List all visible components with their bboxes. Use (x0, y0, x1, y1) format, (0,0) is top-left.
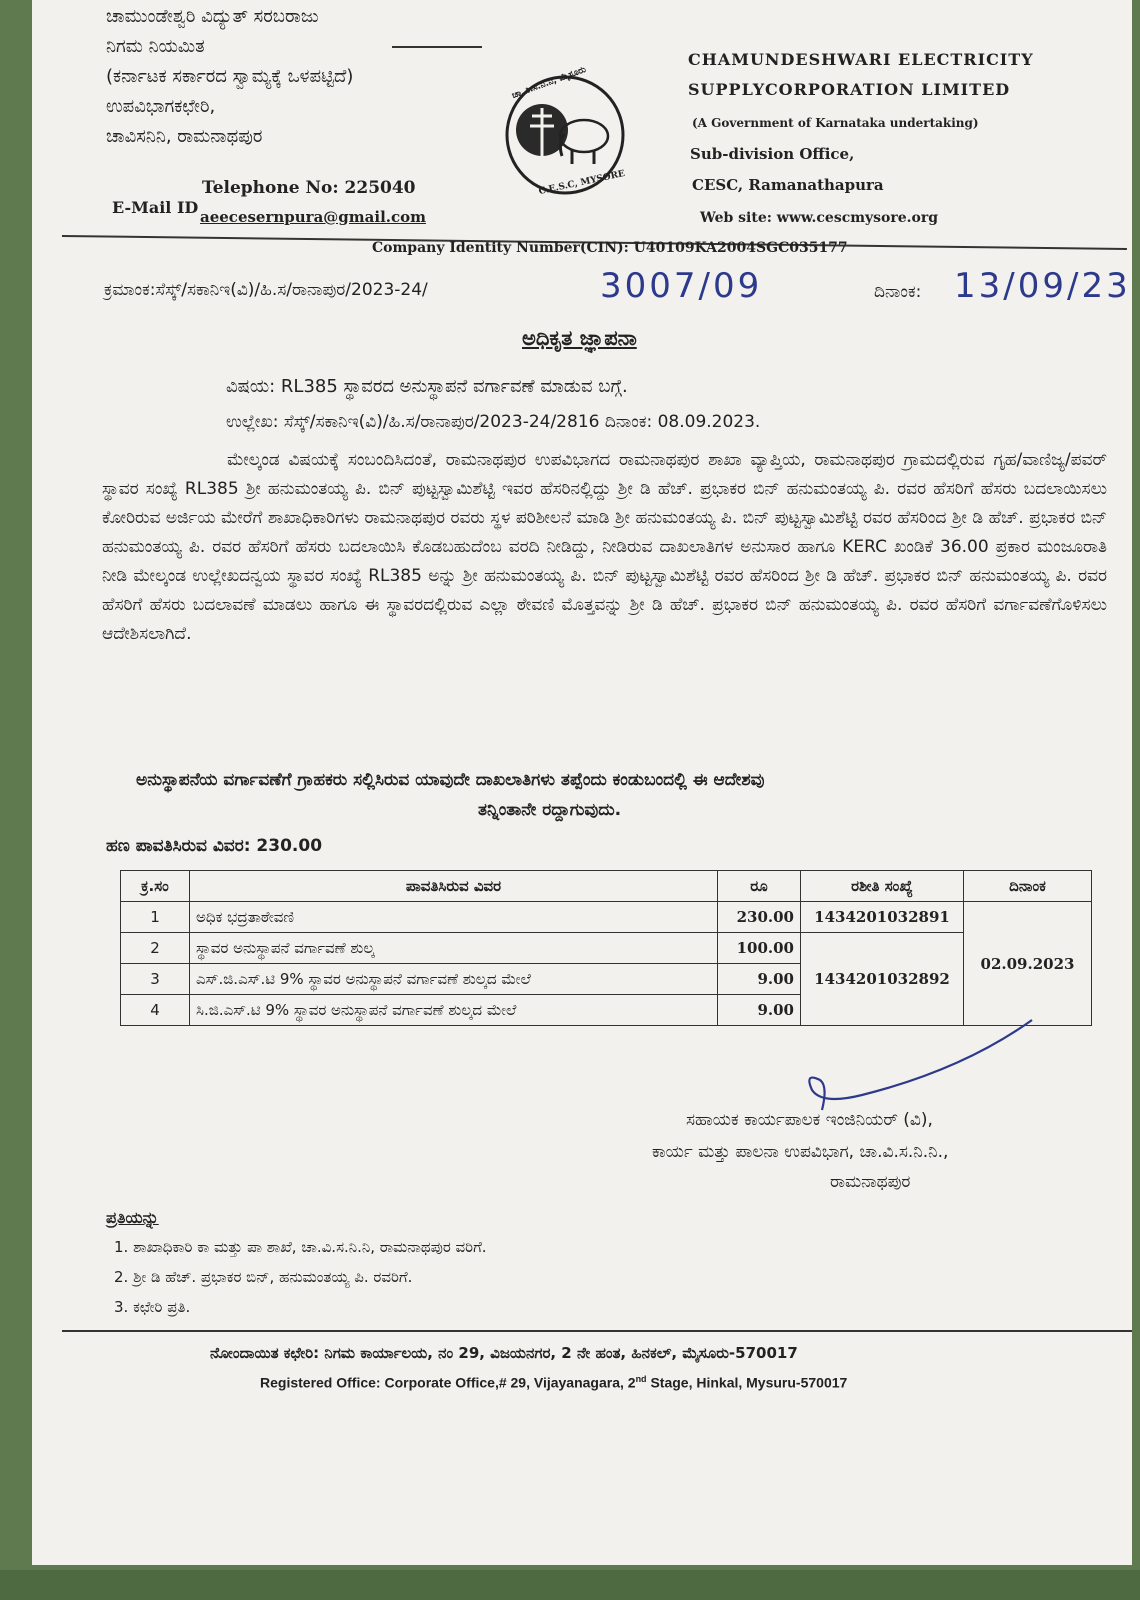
background-strip (0, 1570, 1140, 1600)
receipt-number: 1434201032891 (801, 902, 964, 933)
row-sl: 3 (121, 964, 190, 995)
header-kannada-line-1: ಚಾಮುಂಡೇಶ್ವರಿ ವಿದ್ಯುತ್ ಸರಬರಾಜು (106, 6, 319, 27)
header-kannada-line-2: ನಿಗಮ ನಿಯಮಿತ (106, 36, 205, 57)
cin-number: Company Identity Number(CIN): U40109KA2004SGC035177 (372, 240, 848, 256)
copies-heading: ಪ್ರತಿಯನ್ನು (106, 1208, 159, 1227)
subject-line: ವಿಷಯ: RL385 ಸ್ಥಾವರದ ಅನುಸ್ಥಾಪನೆ ವರ್ಗಾವಣೆ ಮಾಡುವ ಬಗ್ಗೆ. (226, 376, 628, 397)
reference-number: ಕ್ರಮಾಂಕ:ಸೆಸ್ಕ್/ಸಕಾನಿಇ(ವಿ)/ಹಿ.ಸ/ರಾನಾಪುರ/2023-24/ (104, 280, 428, 300)
footer-english-suffix: Stage, Hinkal, Mysuru-570017 (646, 1374, 848, 1391)
email-link[interactable]: aeecesernpura@gmail.com (200, 208, 427, 226)
signatory-place: ರಾಮನಾಥಪುರ (830, 1172, 911, 1192)
copy-item: 1. ಶಾಖಾಧಿಕಾರಿ ಕಾ ಮತ್ತು ಪಾ ಶಾಖೆ, ಚಾ.ವಿ.ಸ.ನಿ.ನಿ, ರಾಮನಾಥಪುರ ವರಿಗೆ. (114, 1238, 487, 1256)
footer-divider (62, 1330, 1132, 1332)
office-location: CESC, Ramanathapura (692, 176, 884, 194)
table-row (121, 902, 1092, 933)
row-sl: 4 (121, 995, 190, 1026)
row-amount: 230.00 (718, 902, 801, 933)
header-kannada-line-5: ಚಾವಿಸನಿನಿ, ರಾಮನಾಥಪುರ (106, 126, 263, 147)
footer-english-prefix: Registered Office: Corporate Office,# 29, Vijayanagara, 2 (260, 1374, 636, 1391)
date-handwritten: 13/09/23 (954, 266, 1131, 306)
row-amount: 9.00 (718, 964, 801, 995)
col-header-sl: ಕ್ರ.ಸಂ (121, 871, 190, 902)
row-description: ಸ್ಥಾವರ ಅನುಸ್ಥಾಪನೆ ವರ್ಗಾವಣೆ ಶುಲ್ಕ (190, 933, 718, 964)
company-name-line-1: CHAMUNDESHWARI ELECTRICITY (688, 50, 1034, 69)
sub-division: Sub-division Office, (690, 145, 855, 163)
payment-summary: ಹಣ ಪಾವತಿಸಿರುವ ವಿವರ: 230.00 (106, 836, 323, 856)
footer-english-sup: nd (635, 1374, 647, 1384)
payment-date: 02.09.2023 (964, 902, 1092, 1026)
company-undertaking: (A Government of Karnataka undertaking) (692, 116, 979, 130)
signatory-office: ಕಾರ್ಯ ಮತ್ತು ಪಾಲನಾ ಉಪವಿಭಾಗ, ಚಾ.ವಿ.ಸ.ನಿ.ನಿ., (652, 1142, 949, 1162)
warning-line-2: ತನ್ನಿಂತಾನೇ ರದ್ದಾಗುವುದು. (478, 800, 622, 820)
payment-table (120, 870, 1092, 1026)
receipt-number: 1434201032892 (801, 933, 964, 1026)
signature-scribble (782, 1010, 1042, 1120)
reference-line: ಉಲ್ಲೇಖ: ಸೆಸ್ಕ್/ಸಕಾನಿಇ(ವಿ)/ಹಿ.ಸ/ರಾನಾಪುರ/2023-24/2816 ದಿನಾಂಕ: 08.09.2023. (226, 412, 761, 432)
row-amount: 9.00 (718, 995, 801, 1026)
row-description: ಎಸ್.ಜಿ.ಎಸ್.ಟಿ 9% ಸ್ಥಾವರ ಅನುಸ್ಥಾಪನೆ ವರ್ಗಾವಣೆ ಶುಲ್ಕದ ಮೇಲೆ (190, 964, 718, 995)
footer-kannada-address: ನೋಂದಾಯಿತ ಕಛೇರಿ: ನಿಗಮ ಕಾರ್ಯಾಲಯ, ನಂ 29, ವಿಜಯನಗರ, 2 ನೇ ಹಂತ, ಹಿನಕಲ್, ಮೈಸೂರು-570017 (210, 1344, 798, 1362)
letter-page (32, 0, 1132, 1565)
row-sl: 1 (121, 902, 190, 933)
reference-number-handwritten: 3007/09 (600, 266, 763, 306)
memo-title: ಅಧಿಕೃತ ಜ್ಞಾಪನಾ (522, 326, 637, 350)
copy-item: 3. ಕಛೇರಿ ಪ್ರತಿ. (114, 1298, 191, 1316)
col-header-description: ಪಾವತಿಸಿರುವ ವಿವರ (190, 871, 718, 902)
table-header-row (121, 871, 1092, 902)
copy-item: 2. ಶ್ರೀ ಡಿ ಹೆಚ್. ಪ್ರಭಾಕರ ಬಿನ್, ಹನುಮಂತಯ್ಯ ಪಿ. ರವರಿಗೆ. (114, 1268, 413, 1286)
header-kannada-line-4: ಉಪವಿಭಾಗಕಛೇರಿ, (106, 96, 216, 117)
warning-line-1: ಅನುಸ್ಥಾಪನೆಯ ವರ್ಗಾವಣೆಗೆ ಗ್ರಾಹಕರು ಸಲ್ಲಿಸಿರುವ ಯಾವುದೇ ದಾಖಲಾತಿಗಳು ತಪ್ಪೆಂದು ಕಂಡುಬಂದಲ್ಲಿ ಈ ಆದೇಶವು (136, 770, 765, 790)
website-link[interactable]: Web site: www.cescmysore.org (700, 210, 939, 226)
footer-english-address (260, 1374, 847, 1391)
row-description: ಅಧಿಕ ಭದ್ರತಾಠೇವಣಿ (190, 902, 718, 933)
table-row (121, 933, 1092, 964)
header-underline (392, 46, 482, 48)
header-kannada-line-3: (ಕರ್ನಾಟಕ ಸರ್ಕಾರದ ಸ್ವಾಮ್ಯಕ್ಕೆ ಒಳಪಟ್ಟಿದೆ) (106, 66, 354, 87)
logo-top-text: ಚಾ.ವಿ.ಸ.ನಿ.ನಿ, ಮೈಸೂರು (510, 64, 588, 102)
row-sl: 2 (121, 933, 190, 964)
col-header-amount: ರೂ (718, 871, 801, 902)
memo-body: ಮೇಲ್ಕಂಡ ವಿಷಯಕ್ಕೆ ಸಂಬಂದಿಸಿದಂತೆ, ರಾಮನಾಥಪುರ ಉಪವಿಭಾಗದ ರಾಮನಾಥಪುರ ಶಾಖಾ ವ್ಯಾಪ್ತಿಯ, ರಾಮನಾಥಪುರ ಗ್ರಾಮದಲ್ಲಿರುವ ಗೃಹ/ವಾಣಿಜ್ಯ/ಪವರ್ ಸ್ಥಾವರ ಸಂಖ್ಯೆ RL385 ಶ್ರೀ ಹನುಮಂತಯ್ಯ ಪಿ. ಬಿನ್ ಪುಟ್ಟಸ್ವಾಮಿಶೆಟ್ಟಿ ಇವರ ಹೆಸರಿನಲ್ಲಿದ್ದು ಶ್ರೀ ಡಿ ಹೆಚ್. ಪ್ರಭಾಕರ ಬಿನ್ ಹನುಮಂತಯ್ಯ ಪಿ. ರವರ ಹೆಸರಿಗೆ ಹೆಸರು ಬದಲಾಯಿಸಲು ಕೋರಿರುವ ಅರ್ಜಿಯ ಮೇರೆಗೆ ಶಾಖಾಧಿಕಾರಿಗಳು ರಾಮನಾಥಪುರ ರವರು ಸ್ಥಳ ಪರಿಶೀಲನೆ ಮಾಡಿ ಶ್ರೀ ಹನುಮಂತಯ್ಯ ಪಿ. ಬಿನ್ ಪುಟ್ಟಸ್ವಾಮಿಶೆಟ್ಟಿ ರವರ ಹೆಸರಿಂದ ಶ್ರೀ ಡಿ ಹೆಚ್. ಪ್ರಭಾಕರ ಬಿನ್ ಹನುಮಂತಯ್ಯ ಪಿ. ರವರ ಹೆಸರಿಗೆ ಹೆಸರು ಬದಲಾಯಿಸಿ ಕೊಡಬಹುದೆಂಬ ವರದಿ ನೀಡಿದ್ದು, ನೀಡಿರುವ ದಾಖಲಾತಿಗಳ ಅನುಸಾರ ಹಾಗೂ KERC ಖಂಡಿಕೆ 36.00 ಪ್ರಕಾರ ಮಂಜೂರಾತಿ ನೀಡಿ ಮೇಲ್ಕಂಡ ಉಲ್ಲೇಖದನ್ವಯ ಸ್ಥಾವರ ಸಂಖ್ಯೆ RL385 ಅನ್ನು ಶ್ರೀ ಹನುಮಂತಯ್ಯ ಪಿ. ಬಿನ್ ಪುಟ್ಟಸ್ವಾಮಿಶೆಟ್ಟಿ ರವರ ಹೆಸರಿಂದ ಶ್ರೀ ಡಿ ಹೆಚ್. ಪ್ರಭಾಕರ ಬಿನ್ ಹನುಮಂತಯ್ಯ ಪಿ. ರವರ ಹೆಸರಿಗೆ ಹೆಸರು ಬದಲಾವಣೆ ಮಾಡಲು ಹಾಗೂ ಈ ಸ್ಥಾವರದಲ್ಲಿರುವ ಎಲ್ಲಾ ಠೇವಣಿ ಮೊತ್ತವನ್ನು ಶ್ರೀ ಡಿ ಹೆಚ್. ಪ್ರಭಾಕರ ಬಿನ್ ಹನುಮಂತಯ್ಯ ಪಿ. ರವರ ಹೆಸರಿಗೆ ವರ್ಗಾವಣೆಗೊಳಿಸಲು ಆದೇಶಿಸಲಾಗಿದೆ. (102, 450, 1107, 644)
row-amount: 100.00 (718, 933, 801, 964)
company-name-line-2: SUPPLYCORPORATION LIMITED (688, 80, 1011, 99)
row-description: ಸಿ.ಜಿ.ಎಸ್.ಟಿ 9% ಸ್ಥಾವರ ಅನುಸ್ಥಾಪನೆ ವರ್ಗಾವಣೆ ಶುಲ್ಕದ ಮೇಲೆ (190, 995, 718, 1026)
telephone: Telephone No: 225040 (202, 178, 416, 198)
col-header-date: ದಿನಾಂಕ (964, 871, 1092, 902)
logo-bottom-text: C.E.S.C, MYSORE (537, 168, 626, 198)
date-label: ದಿನಾಂಕ: (874, 282, 922, 302)
signatory-title: ಸಹಾಯಕ ಕಾರ್ಯಪಾಲಕ ಇಂಜಿನಿಯರ್ (ವಿ), (686, 1110, 933, 1130)
email-label: E-Mail ID (112, 198, 199, 217)
col-header-receipt: ರಶೀತಿ ಸಂಖ್ಯೆ (801, 871, 964, 902)
